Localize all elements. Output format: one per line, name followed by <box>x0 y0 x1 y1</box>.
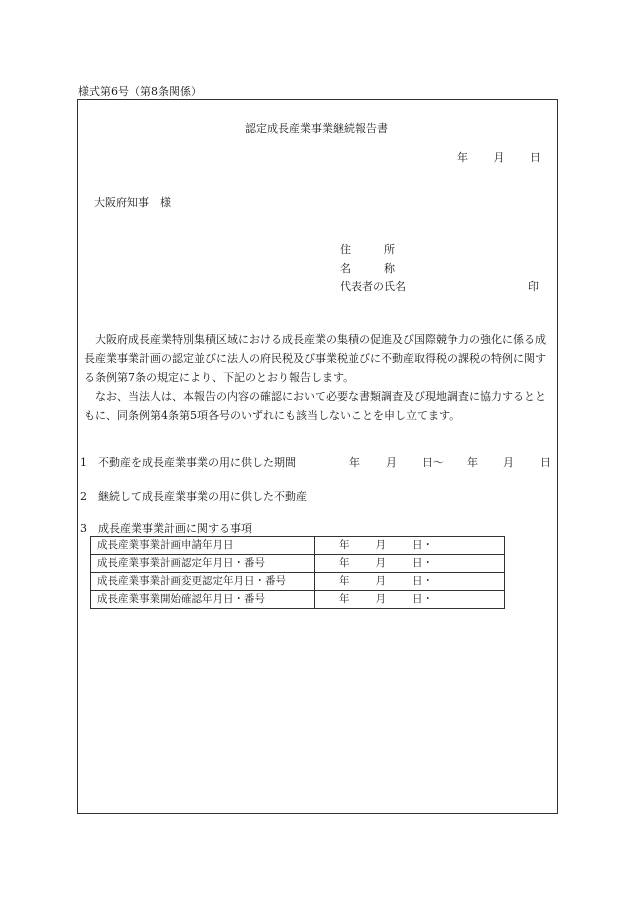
value-month: 月 <box>375 539 386 551</box>
table-row <box>91 537 505 555</box>
date-day: 日 <box>530 151 541 164</box>
row-value <box>315 537 505 555</box>
period-end-year: 年 <box>467 456 478 469</box>
value-month: 月 <box>375 557 386 569</box>
period-start-year: 年 <box>349 456 360 469</box>
value-day: 日・ <box>412 539 433 551</box>
table-row <box>91 591 505 609</box>
company-name-label: 名 称 <box>340 262 395 275</box>
item-3-label: 3 成長産業事業計画に関する事項 <box>80 522 252 535</box>
row-value <box>315 555 505 573</box>
period-end-day: 日 <box>540 456 551 469</box>
value-year: 年 <box>339 557 350 569</box>
row-label: 成長産業事業計画変更認定年月日・番号 <box>91 573 315 591</box>
value-day: 日・ <box>412 575 433 587</box>
table-row <box>91 555 505 573</box>
row-value <box>315 573 505 591</box>
row-label: 成長産業事業計画申請年月日 <box>91 537 315 555</box>
document-title: 認定成長産業事業継続報告書 <box>245 122 388 135</box>
row-label: 成長産業事業開始確認年月日・番号 <box>91 591 315 609</box>
report-date <box>457 149 541 165</box>
value-year: 年 <box>339 593 350 605</box>
body-paragraph: なお、当法人は、本報告の内容の確認において必要な書類調査及び現地調査に協力するとともに、同条例第4条第5項各号のいずれにも該当しないことを申し立てます。 <box>84 390 546 422</box>
plan-table <box>90 536 505 609</box>
date-year: 年 <box>457 151 468 164</box>
row-label: 成長産業事業計画認定年月日・番号 <box>91 555 315 573</box>
address-label: 住 所 <box>340 243 395 256</box>
value-day: 日・ <box>412 593 433 605</box>
table-row <box>91 573 505 591</box>
body-paragraph: 大阪府成長産業特別集積区域における成長産業の集積の促進及び国際競争力の強化に係る成長産業事業計画の認定並びに法人の府民税及び事業税並びに不動産取得税の課税の特例に関する条例第7条の規定により、下記のとおり報告します。 <box>84 333 546 384</box>
seal-mark: 印 <box>528 280 539 293</box>
report-body <box>84 330 551 425</box>
addressee: 大阪府知事 様 <box>94 196 171 209</box>
period-start-day: 日〜 <box>422 456 444 469</box>
value-month: 月 <box>375 575 386 587</box>
representative-label: 代表者の氏名 <box>340 280 406 293</box>
period-start-month: 月 <box>386 456 397 469</box>
value-month: 月 <box>375 593 386 605</box>
row-value <box>315 591 505 609</box>
item-2-label: 2 継続して成長産業事業の用に供した不動産 <box>80 490 307 503</box>
item-1-label: 1 不動産を成長産業事業の用に供した期間 <box>80 456 296 469</box>
period-end-month: 月 <box>503 456 514 469</box>
value-year: 年 <box>339 539 350 551</box>
value-day: 日・ <box>412 557 433 569</box>
date-month: 月 <box>493 151 505 164</box>
form-number: 様式第6号（第8条関係） <box>78 85 202 98</box>
value-year: 年 <box>339 575 350 587</box>
